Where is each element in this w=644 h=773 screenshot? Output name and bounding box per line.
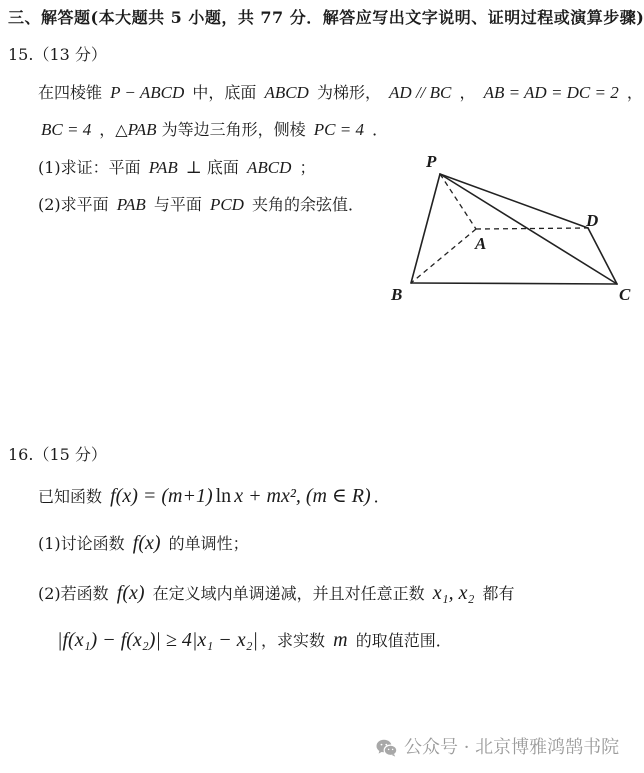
q16-part-1 bbox=[38, 532, 249, 555]
text-segment: 为梯形， bbox=[316, 83, 381, 102]
text-segment: (2)若函数 bbox=[38, 584, 109, 603]
text-segment: ， bbox=[626, 83, 643, 102]
text-segment: (1)求证：平面 bbox=[38, 158, 141, 177]
math-expression: PAB bbox=[148, 158, 178, 177]
edge-ab-hidden bbox=[411, 229, 476, 283]
vertex-label-d: D bbox=[586, 211, 599, 230]
text-segment: ，求实数 bbox=[261, 631, 326, 650]
q16-part-2-line-2 bbox=[54, 629, 452, 652]
q15-stem-line-1 bbox=[38, 82, 643, 104]
text-segment: 中，底面 bbox=[192, 83, 257, 102]
ln-operator: ln bbox=[215, 485, 232, 507]
q16-part-2-line-1 bbox=[38, 582, 515, 605]
text-segment: 夹角的余弦值． bbox=[252, 195, 365, 214]
q16-stem bbox=[38, 485, 390, 508]
vertex-label-c: C bbox=[619, 285, 631, 304]
math-expression: f(x) bbox=[132, 532, 161, 554]
vertex-label-a: A bbox=[475, 234, 487, 253]
pyramid-figure bbox=[380, 145, 637, 310]
wechat-icon bbox=[376, 738, 398, 758]
math-expression: BC = 4 bbox=[41, 120, 92, 139]
math-expression: f(x) bbox=[116, 582, 145, 604]
text-segment: 与平面 bbox=[153, 195, 202, 214]
math-expression: PAB bbox=[127, 120, 157, 139]
edge-pa-hidden bbox=[440, 174, 476, 229]
text-segment: 在四棱锥 bbox=[38, 83, 103, 102]
q15-stem-line-2 bbox=[38, 119, 388, 141]
text-segment: 已知函数 bbox=[38, 487, 103, 506]
text-segment: 底面 bbox=[206, 158, 239, 177]
q15-heading: 15.（13 分） bbox=[8, 45, 107, 64]
q15-part-1 bbox=[38, 157, 316, 179]
text-segment: 都有 bbox=[482, 584, 515, 603]
perpendicular-symbol: ⊥ bbox=[185, 158, 202, 177]
text-segment: 为等边三角形，侧棱 bbox=[161, 120, 306, 139]
math-expression: PAB bbox=[116, 195, 146, 214]
text-segment: (2)求平面 bbox=[38, 195, 109, 214]
vertex-label-b: B bbox=[391, 285, 403, 304]
math-expression: PCD bbox=[209, 195, 244, 214]
q16-heading: 16.（15 分） bbox=[8, 445, 107, 464]
math-expression: ABCD bbox=[264, 83, 309, 102]
math-expression: ABCD bbox=[247, 158, 292, 177]
text-segment: 在定义域内单调递减，并且对任意正数 bbox=[152, 584, 425, 603]
math-inequality: |f(x₁) − f(x₂)| ≥ 4|x₁ − x₂| bbox=[57, 629, 259, 651]
math-expression: P − ABCD bbox=[110, 83, 185, 102]
math-expression: x + mx², (m ∈ R) bbox=[234, 485, 371, 507]
math-expression: x₁, x₂ bbox=[432, 582, 475, 604]
q15-part-2 bbox=[38, 194, 364, 216]
text-segment: 的单调性； bbox=[168, 534, 249, 553]
math-expression: PC = 4 bbox=[313, 120, 364, 139]
math-expression: AD // BC bbox=[389, 83, 452, 102]
text-segment: ，△ bbox=[99, 120, 128, 139]
text-segment: ； bbox=[299, 158, 316, 177]
edge-bc bbox=[411, 283, 617, 284]
watermark bbox=[376, 737, 619, 759]
math-expression: f(x) = (m+1) bbox=[110, 485, 213, 507]
text-segment: ． bbox=[373, 487, 390, 506]
edge-pb bbox=[411, 174, 440, 283]
vertex-label-p: P bbox=[426, 152, 437, 171]
text-segment: (1)讨论函数 bbox=[38, 534, 125, 553]
text-segment: ． bbox=[372, 120, 389, 139]
edge-ad-hidden bbox=[476, 228, 588, 229]
math-expression: m bbox=[333, 629, 348, 651]
section-header: 三、解答题(本大题共 5 小题，共 77 分．解答应写出文字说明、证明过程或演算步骤) bbox=[8, 8, 644, 27]
watermark-text: 公众号 · 北京博雅鸿鹄书院 bbox=[404, 737, 620, 758]
text-segment: ， bbox=[459, 83, 476, 102]
math-expression: AB = AD = DC = 2 bbox=[483, 83, 619, 102]
text-segment: 的取值范围． bbox=[355, 631, 452, 650]
